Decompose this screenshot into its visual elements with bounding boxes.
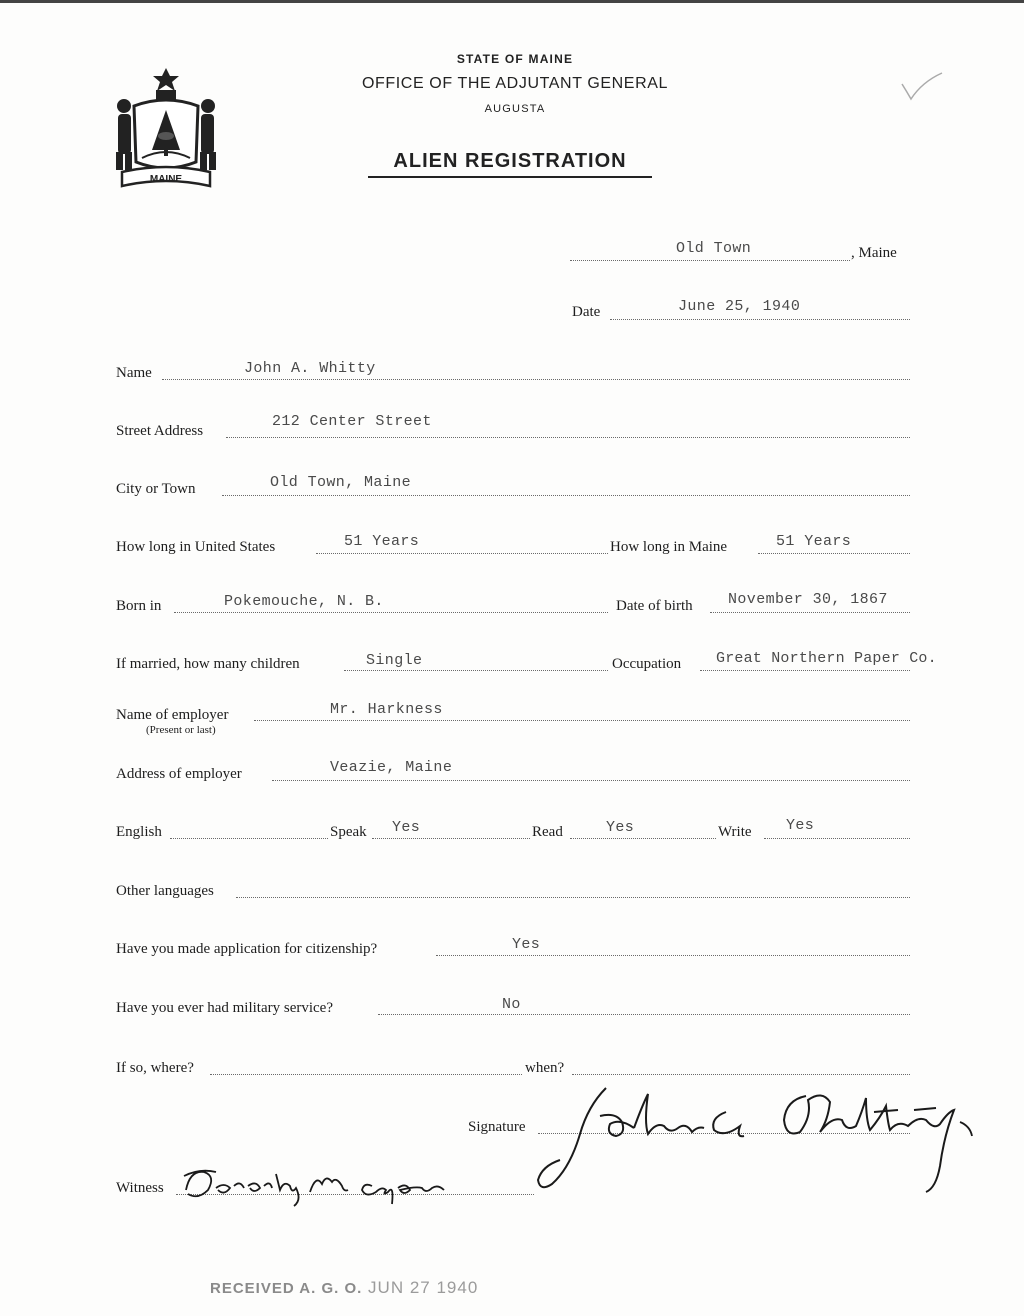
employer-name-label: Name of employer [116,707,229,723]
how-long-us-label: How long in United States [116,539,276,555]
when-label: when? [525,1060,565,1076]
military-value: No [502,996,521,1013]
signature-label: Signature [468,1119,526,1135]
maine-seal-icon [112,66,220,190]
received-stamp-date: JUN 27 1940 [368,1278,479,1297]
children-value: Single [366,652,423,669]
where-line [210,1074,522,1075]
citizenship-line [436,955,910,956]
top-border [0,0,1024,3]
seal-banner-text: MAINE [149,174,183,185]
street-value: 212 Center Street [272,413,432,430]
header-office: OFFICE OF THE ADJUTANT GENERAL [361,75,669,92]
other-languages-line [236,897,910,898]
speak-value: Yes [392,819,421,836]
received-stamp-office: RECEIVED A. G. O. [210,1280,363,1297]
occupation-label: Occupation [612,656,682,672]
employer-address-line [272,780,910,781]
header-city: AUGUSTA [484,103,546,115]
place-line [570,260,850,261]
where-label: If so, where? [116,1060,194,1076]
english-line [170,838,328,839]
children-line [344,670,608,671]
write-value: Yes [786,817,815,834]
how-long-us-line [316,553,608,554]
born-label: Born in [116,598,162,614]
occupation-line [700,670,910,671]
other-languages-label: Other languages [116,883,214,899]
city-value: Old Town, Maine [270,474,412,491]
how-long-maine-label: How long in Maine [610,539,728,555]
street-line [226,437,910,438]
dob-label: Date of birth [616,598,693,614]
read-value: Yes [606,819,635,836]
date-label: Date [572,304,601,320]
english-label: English [116,824,162,840]
read-label: Read [532,824,563,840]
children-label: If married, how many children [116,656,300,672]
employer-name-sublabel: (Present or last) [146,724,216,736]
signature-handwriting [530,1076,976,1196]
employer-address-label: Address of employer [116,766,242,782]
military-line [378,1014,910,1015]
date-line [610,319,910,320]
employer-name-value: Mr. Harkness [330,701,443,718]
speak-label: Speak [330,824,367,840]
city-line [222,495,910,496]
place-suffix: , Maine [851,245,897,261]
name-label: Name [116,365,152,381]
how-long-maine-line [758,553,910,554]
place-value: Old Town [676,240,752,257]
received-stamp [210,1278,478,1298]
form-title: ALIEN REGISTRATION [368,150,652,178]
speak-line [372,838,530,839]
how-long-maine-value: 51 Years [776,533,852,550]
header-state: STATE OF MAINE [456,52,574,66]
name-value: John A. Whitty [244,360,376,377]
when-line [572,1074,910,1075]
citizenship-value: Yes [512,936,541,953]
write-label: Write [718,824,752,840]
name-line [162,379,910,380]
city-label: City or Town [116,481,196,497]
born-value: Pokemouche, N. B. [224,593,384,610]
employer-address-value: Veazie, Maine [330,759,453,776]
witness-signature-handwriting [176,1160,476,1210]
dob-value: November 30, 1867 [728,591,888,608]
military-label: Have you ever had military service? [116,1000,333,1016]
dob-line [710,612,910,613]
citizenship-label: Have you made application for citizenship? [116,941,378,957]
write-line [764,838,910,839]
how-long-us-value: 51 Years [344,533,420,550]
employer-name-line [254,720,910,721]
born-line [174,612,608,613]
checkmark-icon [898,70,946,104]
occupation-value: Great Northern Paper Co. [716,650,937,667]
witness-label: Witness [116,1180,164,1196]
date-value: June 25, 1940 [678,298,801,315]
read-line [570,838,716,839]
street-label: Street Address [116,423,204,439]
